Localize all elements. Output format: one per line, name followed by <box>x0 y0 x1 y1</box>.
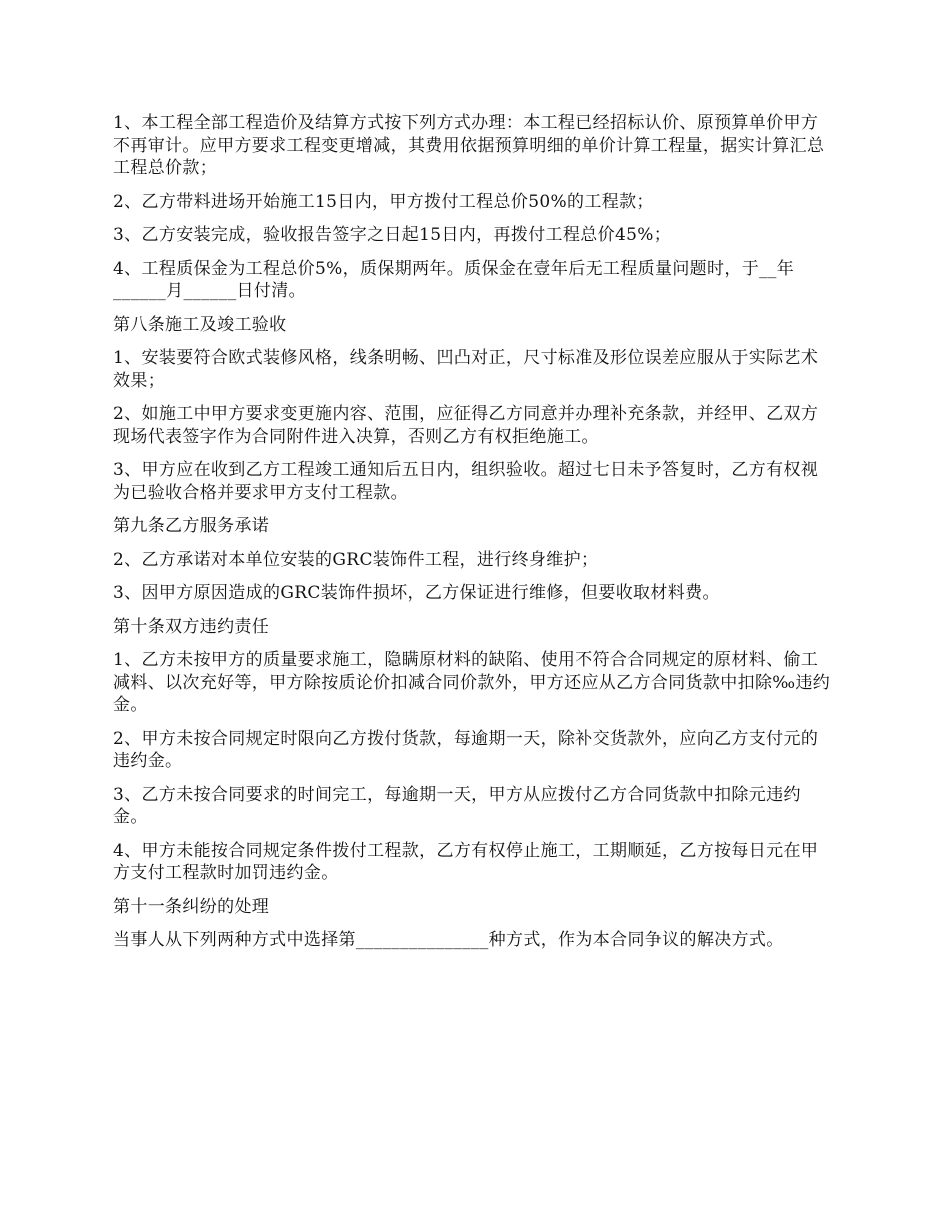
breach-clause-2: 2、甲方未按合同规定时限向乙方拨付货款，每逾期一天，除补交货款外，应向乙方支付元的违约金。 <box>113 728 819 771</box>
payment-clause-2: 2、乙方带料进场开始施工15日内，甲方拨付工程总价50%的工程款； <box>113 191 654 212</box>
payment-clause-1: 1、本工程全部工程造价及结算方式按下列方式办理：本工程已经招标认价、原预算单价甲方不再审计。应甲方要求工程变更增减，其费用依据预算明细的单价计算工程量，据实计算汇总工程总价款； <box>113 113 825 178</box>
acceptance-clause-3: 3、甲方应在收到乙方工程竣工通知后五日内，组织验收。超过七日未予答复时，乙方有权视为已验收合格并要求甲方支付工程款。 <box>113 460 819 503</box>
article-10-heading: 第十条双方违约责任 <box>113 616 270 637</box>
article-11-heading: 第十一条纠纷的处理 <box>113 896 270 917</box>
payment-clause-3: 3、乙方安装完成，验收报告签字之日起15日内，再拨付工程总价45%； <box>113 225 672 245</box>
article-9-heading: 第九条乙方服务承诺 <box>113 516 270 536</box>
service-clause-2: 2、乙方承诺对本单位安装的GRC装饰件工程，进行终身维护； <box>113 549 599 570</box>
payment-clause-4: 4、工程质保金为工程总价5%，质保期两年。质保金在壹年后无工程质量问题时，于__年______月______日付清。 <box>113 258 795 301</box>
breach-clause-1: 1、乙方未按甲方的质量要求施工，隐瞒原材料的缺陷、使用不符合合同规定的原材料、偷工减料、以次充好等，甲方除按质论价扣减合同价款外，甲方还应从乙方合同货款中扣除‰违约金。 <box>113 650 831 715</box>
service-clause-3: 3、因甲方原因造成的GRC装饰件损坏，乙方保证进行维修，但要收取材料费。 <box>113 583 720 603</box>
breach-clause-3: 3、乙方未按合同要求的时间完工，每逾期一天，甲方从应拨付乙方合同货款中扣除元违约金。 <box>113 784 801 827</box>
document-body <box>113 112 833 963</box>
dispute-clause: 当事人从下列两种方式中选择第_______________种方式，作为本合同争议的解决方式。 <box>113 930 784 950</box>
acceptance-clause-2: 2、如施工中甲方要求变更施内容、范围，应征得乙方同意并办理补充条款，并经甲、乙双方现场代表签字作为合同附件进入决算，否则乙方有权拒绝施工。 <box>113 404 819 447</box>
acceptance-clause-1: 1、安装要符合欧式装修风格，线条明畅、凹凸对正，尺寸标准及形位误差应服从于实际艺术效果； <box>113 348 819 391</box>
article-8-heading: 第八条施工及竣工验收 <box>113 314 287 335</box>
breach-clause-4: 4、甲方未能按合同规定条件拨付工程款，乙方有权停止施工，工期顺延，乙方按每日元在甲方支付工程款时加罚违约金。 <box>113 840 819 883</box>
